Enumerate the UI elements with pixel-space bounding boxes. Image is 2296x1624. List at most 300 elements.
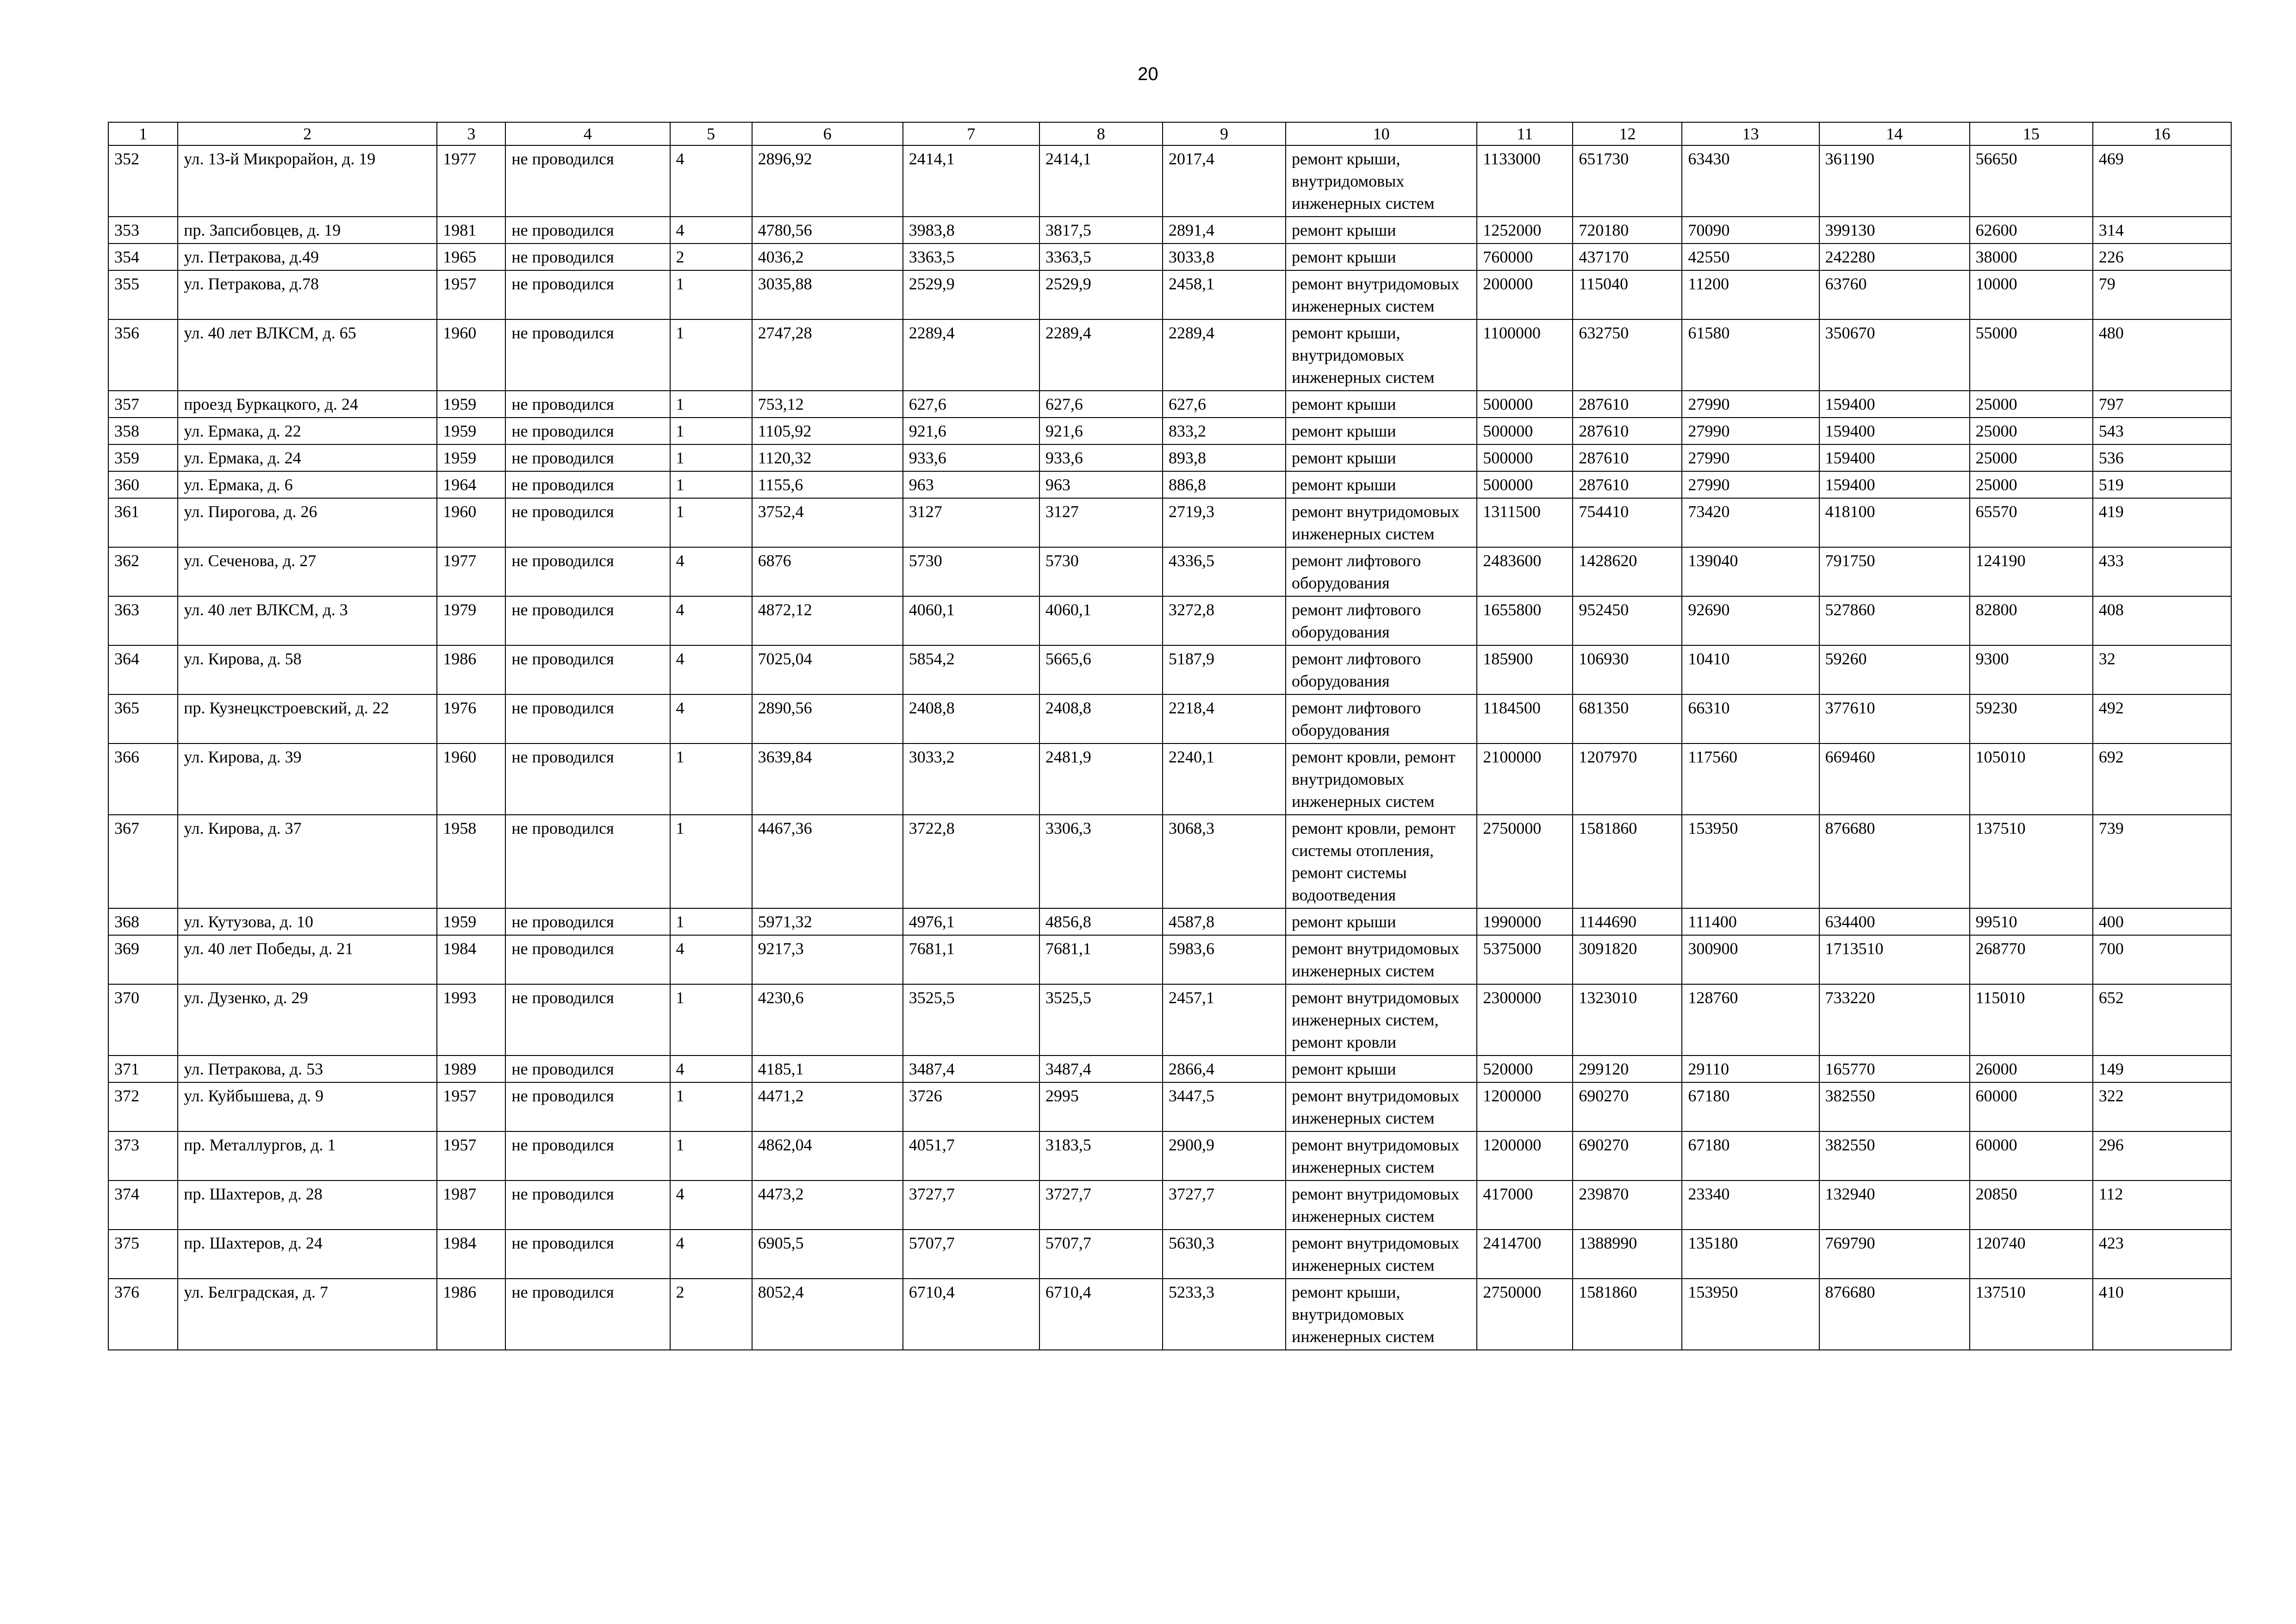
table-cell-col-5: 1 <box>670 418 752 444</box>
table-cell-col-3: 1960 <box>437 319 505 391</box>
table-row <box>108 815 2231 908</box>
table-cell-col-6: 7025,04 <box>752 645 903 694</box>
table-cell-col-16: 433 <box>2093 547 2231 596</box>
table-cell-col-16: 700 <box>2093 935 2231 984</box>
table-cell-col-7: 963 <box>903 471 1039 498</box>
table-cell-col-16: 314 <box>2093 217 2231 244</box>
repair-program-table <box>108 122 2232 1350</box>
table-cell-col-2: ул. 13-й Микрорайон, д. 19 <box>178 145 437 217</box>
table-cell-col-8: 2289,4 <box>1039 319 1163 391</box>
table-cell-col-1: 355 <box>108 270 178 319</box>
table-cell-col-13: 63430 <box>1682 145 1819 217</box>
table-cell-col-16: 322 <box>2093 1082 2231 1131</box>
table-cell-col-16: 797 <box>2093 391 2231 418</box>
column-number: 14 <box>1819 122 1970 145</box>
table-cell-col-4: не проводился <box>505 444 670 471</box>
table-cell-col-10: ремонт кровли, ремонт системы отопления, ремонт системы водоотведения <box>1286 815 1477 908</box>
table-cell-col-10: ремонт лифтового оборудования <box>1286 547 1477 596</box>
table-cell-col-5: 4 <box>670 1056 752 1082</box>
table-cell-col-9: 5187,9 <box>1163 645 1286 694</box>
table-cell-col-3: 1957 <box>437 270 505 319</box>
table-cell-col-16: 32 <box>2093 645 2231 694</box>
table-cell-col-2: ул. Дузенко, д. 29 <box>178 984 437 1056</box>
table-cell-col-9: 2240,1 <box>1163 743 1286 815</box>
table-cell-col-3: 1964 <box>437 471 505 498</box>
column-number: 9 <box>1163 122 1286 145</box>
table-cell-col-6: 4780,56 <box>752 217 903 244</box>
table-cell-col-2: ул. Белградская, д. 7 <box>178 1279 437 1350</box>
table-cell-col-12: 690270 <box>1573 1082 1682 1131</box>
table-cell-col-9: 5983,6 <box>1163 935 1286 984</box>
table-cell-col-11: 1200000 <box>1477 1082 1573 1131</box>
table-cell-col-3: 1976 <box>437 694 505 743</box>
table-cell-col-1: 357 <box>108 391 178 418</box>
table-cell-col-14: 527860 <box>1819 596 1970 645</box>
table-row <box>108 547 2231 596</box>
table-cell-col-7: 5707,7 <box>903 1230 1039 1279</box>
column-number: 15 <box>1970 122 2093 145</box>
table-cell-col-6: 8052,4 <box>752 1279 903 1350</box>
table-cell-col-1: 352 <box>108 145 178 217</box>
table-cell-col-11: 1252000 <box>1477 217 1573 244</box>
table-cell-col-10: ремонт крыши <box>1286 217 1477 244</box>
table-cell-col-5: 4 <box>670 645 752 694</box>
table-cell-col-8: 2995 <box>1039 1082 1163 1131</box>
table-cell-col-9: 2289,4 <box>1163 319 1286 391</box>
table-cell-col-10: ремонт крыши <box>1286 244 1477 270</box>
table-cell-col-10: ремонт кровли, ремонт внутридомовых инженерных систем <box>1286 743 1477 815</box>
table-cell-col-2: ул. Кирова, д. 37 <box>178 815 437 908</box>
table-cell-col-3: 1960 <box>437 743 505 815</box>
table-cell-col-10: ремонт внутридомовых инженерных систем <box>1286 270 1477 319</box>
table-cell-col-14: 63760 <box>1819 270 1970 319</box>
table-cell-col-4: не проводился <box>505 984 670 1056</box>
table-cell-col-4: не проводился <box>505 1131 670 1181</box>
table-cell-col-16: 296 <box>2093 1131 2231 1181</box>
table-cell-col-11: 500000 <box>1477 418 1573 444</box>
table-cell-col-12: 287610 <box>1573 418 1682 444</box>
table-cell-col-9: 2719,3 <box>1163 498 1286 547</box>
table-cell-col-8: 3183,5 <box>1039 1131 1163 1181</box>
table-cell-col-11: 500000 <box>1477 391 1573 418</box>
table-cell-col-13: 27990 <box>1682 418 1819 444</box>
table-cell-col-9: 5233,3 <box>1163 1279 1286 1350</box>
table-cell-col-7: 933,6 <box>903 444 1039 471</box>
table-cell-col-2: ул. Кутузова, д. 10 <box>178 908 437 935</box>
column-number: 10 <box>1286 122 1477 145</box>
table-cell-col-12: 1428620 <box>1573 547 1682 596</box>
table-cell-col-11: 500000 <box>1477 444 1573 471</box>
table-cell-col-13: 10410 <box>1682 645 1819 694</box>
table-cell-col-5: 1 <box>670 498 752 547</box>
table-cell-col-16: 519 <box>2093 471 2231 498</box>
table-cell-col-14: 165770 <box>1819 1056 1970 1082</box>
table-cell-col-15: 25000 <box>1970 391 2093 418</box>
table-cell-col-10: ремонт внутридомовых инженерных систем <box>1286 1082 1477 1131</box>
table-cell-col-11: 2483600 <box>1477 547 1573 596</box>
table-cell-col-6: 6905,5 <box>752 1230 903 1279</box>
table-cell-col-5: 4 <box>670 935 752 984</box>
table-cell-col-7: 3727,7 <box>903 1181 1039 1230</box>
table-cell-col-7: 2529,9 <box>903 270 1039 319</box>
table-cell-col-3: 1959 <box>437 418 505 444</box>
table-cell-col-6: 2896,92 <box>752 145 903 217</box>
table-cell-col-16: 543 <box>2093 418 2231 444</box>
table-cell-col-14: 669460 <box>1819 743 1970 815</box>
table-cell-col-8: 3525,5 <box>1039 984 1163 1056</box>
table-cell-col-8: 921,6 <box>1039 418 1163 444</box>
table-cell-col-3: 1959 <box>437 444 505 471</box>
table-cell-col-2: ул. Ермака, д. 22 <box>178 418 437 444</box>
table-cell-col-6: 5971,32 <box>752 908 903 935</box>
table-cell-col-5: 1 <box>670 471 752 498</box>
table-cell-col-10: ремонт лифтового оборудования <box>1286 694 1477 743</box>
table-cell-col-8: 2529,9 <box>1039 270 1163 319</box>
table-cell-col-9: 893,8 <box>1163 444 1286 471</box>
table-cell-col-13: 67180 <box>1682 1082 1819 1131</box>
table-cell-col-11: 200000 <box>1477 270 1573 319</box>
table-cell-col-10: ремонт крыши <box>1286 391 1477 418</box>
table-cell-col-7: 3525,5 <box>903 984 1039 1056</box>
table-cell-col-15: 120740 <box>1970 1230 2093 1279</box>
table-row <box>108 471 2231 498</box>
table-cell-col-13: 66310 <box>1682 694 1819 743</box>
table-cell-col-15: 137510 <box>1970 815 2093 908</box>
table-cell-col-4: не проводился <box>505 471 670 498</box>
table-cell-col-2: ул. Куйбышева, д. 9 <box>178 1082 437 1131</box>
table-cell-col-14: 382550 <box>1819 1131 1970 1181</box>
table-cell-col-16: 469 <box>2093 145 2231 217</box>
table-cell-col-8: 5707,7 <box>1039 1230 1163 1279</box>
table-cell-col-2: ул. Петракова, д.49 <box>178 244 437 270</box>
table-cell-col-6: 4471,2 <box>752 1082 903 1131</box>
table-cell-col-15: 60000 <box>1970 1082 2093 1131</box>
table-cell-col-13: 61580 <box>1682 319 1819 391</box>
table-cell-col-1: 366 <box>108 743 178 815</box>
table-cell-col-5: 1 <box>670 908 752 935</box>
table-cell-col-14: 1713510 <box>1819 935 1970 984</box>
table-cell-col-9: 4587,8 <box>1163 908 1286 935</box>
table-cell-col-12: 239870 <box>1573 1181 1682 1230</box>
table-cell-col-7: 3487,4 <box>903 1056 1039 1082</box>
table-cell-col-11: 2300000 <box>1477 984 1573 1056</box>
table-cell-col-15: 268770 <box>1970 935 2093 984</box>
table-cell-col-8: 5665,6 <box>1039 645 1163 694</box>
table-cell-col-7: 2289,4 <box>903 319 1039 391</box>
table-cell-col-1: 370 <box>108 984 178 1056</box>
table-cell-col-7: 3722,8 <box>903 815 1039 908</box>
table-cell-col-15: 25000 <box>1970 444 2093 471</box>
table-cell-col-8: 6710,4 <box>1039 1279 1163 1350</box>
table-cell-col-13: 153950 <box>1682 815 1819 908</box>
table-cell-col-15: 115010 <box>1970 984 2093 1056</box>
table-cell-col-16: 112 <box>2093 1181 2231 1230</box>
table-cell-col-13: 300900 <box>1682 935 1819 984</box>
table-cell-col-1: 356 <box>108 319 178 391</box>
table-cell-col-8: 3363,5 <box>1039 244 1163 270</box>
table-cell-col-11: 500000 <box>1477 471 1573 498</box>
table-cell-col-13: 153950 <box>1682 1279 1819 1350</box>
table-row <box>108 1181 2231 1230</box>
table-cell-col-7: 4051,7 <box>903 1131 1039 1181</box>
table-row <box>108 418 2231 444</box>
table-cell-col-13: 135180 <box>1682 1230 1819 1279</box>
table-cell-col-8: 2481,9 <box>1039 743 1163 815</box>
table-cell-col-6: 1155,6 <box>752 471 903 498</box>
column-number: 4 <box>505 122 670 145</box>
table-cell-col-14: 159400 <box>1819 444 1970 471</box>
table-cell-col-3: 1977 <box>437 145 505 217</box>
table-cell-col-14: 377610 <box>1819 694 1970 743</box>
table-row <box>108 391 2231 418</box>
table-cell-col-3: 1986 <box>437 1279 505 1350</box>
table-cell-col-7: 3983,8 <box>903 217 1039 244</box>
table-cell-col-2: ул. Кирова, д. 39 <box>178 743 437 815</box>
table-cell-col-1: 364 <box>108 645 178 694</box>
table-cell-col-2: проезд Буркацкого, д. 24 <box>178 391 437 418</box>
table-cell-col-15: 56650 <box>1970 145 2093 217</box>
table-cell-col-15: 25000 <box>1970 418 2093 444</box>
table-cell-col-2: пр. Шахтеров, д. 28 <box>178 1181 437 1230</box>
table-cell-col-3: 1986 <box>437 645 505 694</box>
table-cell-col-3: 1957 <box>437 1082 505 1131</box>
table-cell-col-3: 1957 <box>437 1131 505 1181</box>
table-cell-col-1: 353 <box>108 217 178 244</box>
table-cell-col-11: 2750000 <box>1477 815 1573 908</box>
table-cell-col-13: 27990 <box>1682 391 1819 418</box>
table-cell-col-12: 952450 <box>1573 596 1682 645</box>
table-cell-col-9: 2891,4 <box>1163 217 1286 244</box>
table-cell-col-12: 754410 <box>1573 498 1682 547</box>
table-cell-col-12: 287610 <box>1573 444 1682 471</box>
column-number: 7 <box>903 122 1039 145</box>
table-cell-col-8: 3306,3 <box>1039 815 1163 908</box>
table-cell-col-15: 124190 <box>1970 547 2093 596</box>
table-cell-col-1: 365 <box>108 694 178 743</box>
table-cell-col-10: ремонт крыши, внутридомовых инженерных систем <box>1286 1279 1477 1350</box>
table-cell-col-15: 137510 <box>1970 1279 2093 1350</box>
table-cell-col-5: 4 <box>670 694 752 743</box>
table-cell-col-11: 185900 <box>1477 645 1573 694</box>
table-cell-col-7: 6710,4 <box>903 1279 1039 1350</box>
table-cell-col-9: 2218,4 <box>1163 694 1286 743</box>
table-cell-col-3: 1981 <box>437 217 505 244</box>
table-cell-col-5: 1 <box>670 444 752 471</box>
page-number: 20 <box>1138 64 1158 84</box>
table-cell-col-14: 59260 <box>1819 645 1970 694</box>
table-cell-col-6: 4872,12 <box>752 596 903 645</box>
table-cell-col-10: ремонт лифтового оборудования <box>1286 596 1477 645</box>
table-cell-col-16: 419 <box>2093 498 2231 547</box>
table-cell-col-1: 371 <box>108 1056 178 1082</box>
table-cell-col-4: не проводился <box>505 145 670 217</box>
table-cell-col-10: ремонт внутридомовых инженерных систем <box>1286 498 1477 547</box>
table-cell-col-14: 791750 <box>1819 547 1970 596</box>
table-cell-col-14: 876680 <box>1819 1279 1970 1350</box>
table-cell-col-15: 82800 <box>1970 596 2093 645</box>
table-cell-col-13: 92690 <box>1682 596 1819 645</box>
table-cell-col-9: 886,8 <box>1163 471 1286 498</box>
table-row <box>108 596 2231 645</box>
table-cell-col-2: ул. 40 лет Победы, д. 21 <box>178 935 437 984</box>
table-row <box>108 645 2231 694</box>
table-cell-col-10: ремонт внутридомовых инженерных систем <box>1286 1131 1477 1181</box>
column-number: 1 <box>108 122 178 145</box>
table-cell-col-9: 3272,8 <box>1163 596 1286 645</box>
table-row <box>108 935 2231 984</box>
table-cell-col-16: 149 <box>2093 1056 2231 1082</box>
table-cell-col-4: не проводился <box>505 743 670 815</box>
table-cell-col-5: 1 <box>670 1131 752 1181</box>
table-cell-col-11: 2414700 <box>1477 1230 1573 1279</box>
table-cell-col-8: 627,6 <box>1039 391 1163 418</box>
table-cell-col-14: 769790 <box>1819 1230 1970 1279</box>
table-cell-col-8: 963 <box>1039 471 1163 498</box>
table-cell-col-3: 1984 <box>437 1230 505 1279</box>
table-row <box>108 319 2231 391</box>
table-cell-col-15: 9300 <box>1970 645 2093 694</box>
table-cell-col-8: 5730 <box>1039 547 1163 596</box>
table-cell-col-8: 4060,1 <box>1039 596 1163 645</box>
table-row <box>108 444 2231 471</box>
table-cell-col-4: не проводился <box>505 391 670 418</box>
table-cell-col-4: не проводился <box>505 1181 670 1230</box>
table-cell-col-9: 2900,9 <box>1163 1131 1286 1181</box>
table-cell-col-11: 5375000 <box>1477 935 1573 984</box>
table-cell-col-11: 1200000 <box>1477 1131 1573 1181</box>
table-cell-col-13: 27990 <box>1682 444 1819 471</box>
table-cell-col-13: 27990 <box>1682 471 1819 498</box>
table-cell-col-2: ул. Ермака, д. 24 <box>178 444 437 471</box>
table-cell-col-13: 111400 <box>1682 908 1819 935</box>
table-cell-col-13: 73420 <box>1682 498 1819 547</box>
table-cell-col-1: 361 <box>108 498 178 547</box>
table-cell-col-3: 1993 <box>437 984 505 1056</box>
table-cell-col-2: пр. Шахтеров, д. 24 <box>178 1230 437 1279</box>
table-cell-col-11: 1100000 <box>1477 319 1573 391</box>
table-cell-col-9: 3727,7 <box>1163 1181 1286 1230</box>
column-number: 3 <box>437 122 505 145</box>
table-cell-col-11: 2750000 <box>1477 1279 1573 1350</box>
table-row <box>108 694 2231 743</box>
table-cell-col-10: ремонт лифтового оборудования <box>1286 645 1477 694</box>
table-cell-col-12: 690270 <box>1573 1131 1682 1181</box>
table-cell-col-6: 2747,28 <box>752 319 903 391</box>
table-cell-col-15: 25000 <box>1970 471 2093 498</box>
table-cell-col-4: не проводился <box>505 547 670 596</box>
table-cell-col-6: 4467,36 <box>752 815 903 908</box>
table-cell-col-14: 361190 <box>1819 145 1970 217</box>
table-cell-col-7: 5730 <box>903 547 1039 596</box>
table-cell-col-14: 399130 <box>1819 217 1970 244</box>
table-cell-col-12: 632750 <box>1573 319 1682 391</box>
table-cell-col-12: 1581860 <box>1573 815 1682 908</box>
table-cell-col-12: 681350 <box>1573 694 1682 743</box>
table-cell-col-14: 876680 <box>1819 815 1970 908</box>
table-cell-col-2: пр. Кузнецкстроевский, д. 22 <box>178 694 437 743</box>
table-row <box>108 244 2231 270</box>
table-cell-col-2: ул. Пирогова, д. 26 <box>178 498 437 547</box>
table-cell-col-13: 117560 <box>1682 743 1819 815</box>
header-row <box>108 122 2231 145</box>
table-cell-col-1: 360 <box>108 471 178 498</box>
table-cell-col-5: 4 <box>670 1230 752 1279</box>
table-cell-col-6: 6876 <box>752 547 903 596</box>
table-cell-col-2: ул. Петракова, д.78 <box>178 270 437 319</box>
table-cell-col-9: 2457,1 <box>1163 984 1286 1056</box>
table-cell-col-5: 1 <box>670 391 752 418</box>
table-cell-col-11: 417000 <box>1477 1181 1573 1230</box>
table-cell-col-16: 400 <box>2093 908 2231 935</box>
table-cell-col-1: 374 <box>108 1181 178 1230</box>
table-cell-col-2: ул. Ермака, д. 6 <box>178 471 437 498</box>
table-cell-col-4: не проводился <box>505 217 670 244</box>
table-cell-col-14: 159400 <box>1819 391 1970 418</box>
table-cell-col-9: 3033,8 <box>1163 244 1286 270</box>
table-cell-col-8: 3817,5 <box>1039 217 1163 244</box>
table-cell-col-5: 1 <box>670 743 752 815</box>
table-body <box>108 122 2231 1350</box>
table-cell-col-8: 2414,1 <box>1039 145 1163 217</box>
table-cell-col-13: 128760 <box>1682 984 1819 1056</box>
table-cell-col-4: не проводился <box>505 418 670 444</box>
table-cell-col-3: 1977 <box>437 547 505 596</box>
table-cell-col-14: 159400 <box>1819 418 1970 444</box>
table-cell-col-1: 372 <box>108 1082 178 1131</box>
table-cell-col-7: 3033,2 <box>903 743 1039 815</box>
table-row <box>108 908 2231 935</box>
table-row <box>108 1131 2231 1181</box>
table-cell-col-1: 376 <box>108 1279 178 1350</box>
table-cell-col-3: 1989 <box>437 1056 505 1082</box>
column-number: 5 <box>670 122 752 145</box>
table-cell-col-2: ул. Сеченова, д. 27 <box>178 547 437 596</box>
table-cell-col-16: 79 <box>2093 270 2231 319</box>
table-cell-col-4: не проводился <box>505 1056 670 1082</box>
table-row <box>108 145 2231 217</box>
table-cell-col-3: 1959 <box>437 391 505 418</box>
table-cell-col-4: не проводился <box>505 1230 670 1279</box>
table-cell-col-9: 2866,4 <box>1163 1056 1286 1082</box>
table-cell-col-5: 2 <box>670 244 752 270</box>
table-cell-col-6: 1105,92 <box>752 418 903 444</box>
table-cell-col-10: ремонт внутридомовых инженерных систем <box>1286 1230 1477 1279</box>
column-number: 11 <box>1477 122 1573 145</box>
table-cell-col-8: 933,6 <box>1039 444 1163 471</box>
table-cell-col-1: 363 <box>108 596 178 645</box>
table-cell-col-3: 1960 <box>437 498 505 547</box>
table-cell-col-7: 2414,1 <box>903 145 1039 217</box>
table-cell-col-16: 536 <box>2093 444 2231 471</box>
table-cell-col-5: 4 <box>670 217 752 244</box>
table-row <box>108 498 2231 547</box>
table-cell-col-15: 59230 <box>1970 694 2093 743</box>
table-cell-col-11: 1184500 <box>1477 694 1573 743</box>
table-cell-col-9: 3068,3 <box>1163 815 1286 908</box>
table-cell-col-15: 26000 <box>1970 1056 2093 1082</box>
table-cell-col-1: 354 <box>108 244 178 270</box>
table-cell-col-16: 410 <box>2093 1279 2231 1350</box>
table-cell-col-8: 3127 <box>1039 498 1163 547</box>
table-cell-col-14: 159400 <box>1819 471 1970 498</box>
table-cell-col-6: 4473,2 <box>752 1181 903 1230</box>
table-cell-col-13: 139040 <box>1682 547 1819 596</box>
table-cell-col-10: ремонт крыши <box>1286 418 1477 444</box>
table-row <box>108 1082 2231 1131</box>
table-cell-col-6: 4862,04 <box>752 1131 903 1181</box>
table-cell-col-8: 3727,7 <box>1039 1181 1163 1230</box>
table-cell-col-8: 3487,4 <box>1039 1056 1163 1082</box>
